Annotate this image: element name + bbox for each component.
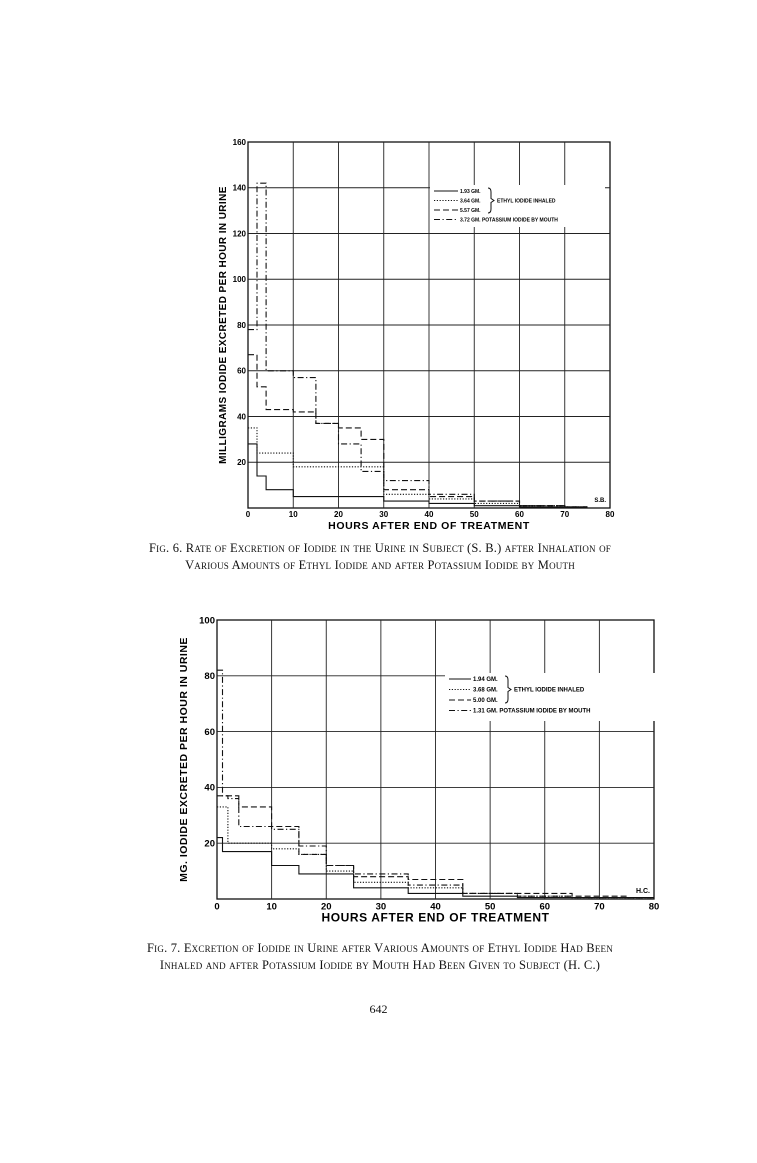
y-tick-label: 60 [204, 726, 215, 738]
y-tick-label: 20 [237, 458, 246, 468]
y-tick-label: 140 [232, 183, 246, 193]
x-tick-label: 10 [288, 510, 298, 519]
legend-entry-2: 3.68 GM. [473, 687, 498, 694]
series-line-1 [248, 444, 587, 507]
y-tick-label: 20 [204, 838, 215, 850]
x-tick-label: 70 [560, 510, 570, 519]
series-line-4 [248, 183, 587, 507]
x-tick-label: 70 [594, 901, 605, 913]
legend-group-label: ETHYL IODIDE INHALED [497, 198, 556, 205]
y-tick-label: 160 [232, 137, 246, 147]
y-axis-label: MG. IODIDE EXCRETED PER HOUR IN URINE [178, 637, 190, 882]
legend-entry-3: 5.00 GM. [473, 698, 498, 705]
figure-6-chart [200, 130, 630, 530]
x-tick-label: 0 [245, 510, 251, 519]
x-tick-label: 20 [334, 510, 343, 519]
page-number: 642 [369, 1002, 388, 1016]
y-tick-label: 80 [204, 671, 215, 683]
series-line-2 [248, 428, 587, 507]
y-tick-label: 40 [237, 412, 246, 422]
grid [217, 620, 654, 899]
corner-label: H.C. [636, 888, 650, 895]
y-tick-labels [199, 615, 215, 849]
x-tick-label: 30 [375, 901, 387, 913]
y-tick-label: 80 [237, 320, 246, 330]
legend-entry-3: 5.57 GM. [460, 207, 481, 214]
legend-entry-4: 3.72 GM. POTASSIUM IODIDE BY MOUTH [460, 217, 558, 224]
x-tick-label: 80 [605, 510, 615, 519]
y-tick-label: 100 [232, 275, 246, 285]
legend-entry-1: 1.94 GM. [473, 677, 498, 684]
x-axis-label: HOURS AFTER END OF TREATMENT [321, 910, 550, 925]
x-tick-label: 0 [214, 901, 220, 913]
x-tick-label: 20 [320, 901, 332, 913]
y-tick-label: 60 [237, 366, 246, 376]
x-tick-label: 30 [379, 510, 389, 519]
figure-7-caption: Fig. 7. Excretion of Iodide in Urine after Various Amounts of Ethyl Iodide Had Been Inhaled and after Potassium Iodide by Mouth Had Been Given to Subject (H. C.) [147, 941, 613, 972]
y-tick-label: 120 [232, 229, 246, 239]
legend-entry-1: 1.93 GM. [460, 188, 481, 195]
legend-group-label: ETHYL IODIDE INHALED [514, 687, 585, 694]
x-tick-label: 40 [424, 510, 434, 519]
legend-entry-4: 1.31 GM. POTASSIUM IODIDE BY MOUTH [473, 708, 591, 715]
x-tick-labels [246, 510, 615, 519]
figure-6-caption: Fig. 6. Rate of Excretion of Iodide in the Urine in Subject (S. B.) after Inhalation of Various Amounts of Ethyl Iodide and after Potassium Iodide by Mouth [149, 541, 611, 572]
corner-label: S.B. [594, 498, 606, 504]
x-tick-label: 40 [430, 901, 441, 913]
y-tick-label: 100 [199, 615, 215, 627]
x-axis-label: HOURS AFTER END OF TREATMENT [328, 520, 530, 530]
x-tick-label: 50 [484, 901, 496, 913]
figure-7-chart [170, 605, 660, 930]
series-lines [248, 183, 587, 507]
legend [445, 673, 655, 721]
legend [430, 185, 605, 227]
legend-entry-2: 3.64 GM. [460, 198, 481, 205]
x-tick-label: 60 [539, 901, 551, 913]
y-axis-label: MILLIGRAMS IODIDE EXCRETED PER HOUR IN URINE [218, 186, 229, 464]
x-tick-label: 60 [515, 510, 524, 519]
y-tick-labels [233, 138, 247, 467]
y-tick-label: 40 [204, 782, 215, 794]
x-tick-label: 50 [469, 510, 479, 519]
x-tick-label: 10 [266, 901, 277, 913]
x-tick-label: 80 [648, 901, 660, 913]
